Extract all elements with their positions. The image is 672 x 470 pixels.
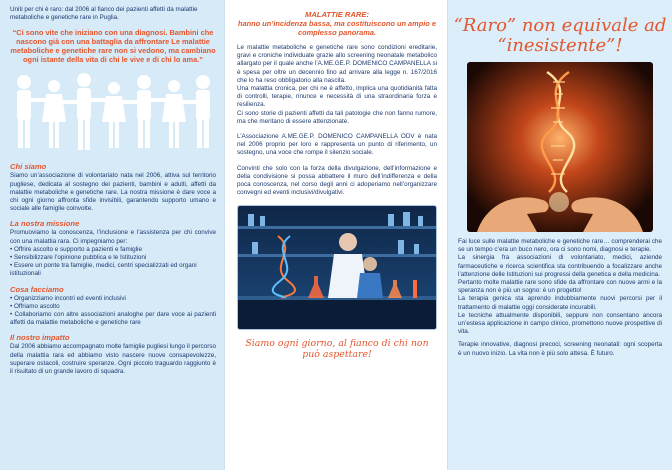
list-item: • Collaboriamo con altre associazioni analoghe per dare voce ai pazienti affetti da malattie metaboliche e genetiche rare: [10, 311, 216, 327]
child-silhouette: [137, 75, 151, 148]
child-silhouette: [162, 80, 186, 148]
panel-right: [448, 0, 672, 470]
paragraph: Le tecniche attualmente disponibili, seppure non consentano ancora un’estesa applicazione in campo clinico, promettono nuove prospettive di vita.: [458, 311, 662, 336]
paragraph: Pertanto molte malattie rare sono sfide da affrontare con nuove armi e la speranza non è più un sogno: è un progetto!: [458, 279, 662, 295]
children-silhouettes-illustration: [10, 68, 216, 156]
child-silhouette: [42, 80, 66, 148]
paragraph: Convinti che solo con la forza della divulgazione, dell’informazione e della condivisione si possa abbattere il muro dell’indifferenza e della poca conoscenza, nel corso degli anni ci adoperiamo nell’organizzare convegni ed eventi inclusivi/divulgativi.: [237, 164, 437, 197]
activities-list: [10, 295, 216, 328]
panel-left: [0, 0, 224, 470]
mission-text: Promuoviamo la conoscenza, l’inclusione e l’assistenza per chi convive con una malattia rara. Ci impegniamo per:: [10, 229, 216, 245]
rare-diseases-heading: MALATTIE RARE:: [305, 10, 369, 19]
child-silhouette: [17, 75, 31, 148]
list-item: • Organizziamo incontri ed eventi inclusivi: [10, 294, 126, 302]
impact-heading: Il nostro impatto: [10, 333, 70, 343]
child-silhouette: [77, 73, 91, 150]
paragraph: Terapie innovative, diagnosi precoci, screening neonatali: ogni scoperta è un nuovo inizio. La vita non è più solo attesa. È futuro.: [458, 341, 662, 357]
list-item: • Essere un ponte tra famiglie, medici, centri specializzati ed organi istituzionali: [10, 262, 197, 278]
panel-right-body: [448, 232, 672, 358]
paragraph: Le malattie metaboliche e genetiche rare sono condizioni ereditarie, gravi e croniche individuate grazie allo screening neonatale metabolico allargato per il quale anche l’A.ME.GE.P. DOMENICO CAMPANELLA si è spesa per oltre un decennio fino ad arrivare alla legge n. 167/2016 che lo ha reso obbligatorio alla nascita.: [237, 44, 437, 84]
paragraph: L’Associazione A.ME.GE.P. DOMENICO CAMPANELLA ODV è nata nel 2006 proprio per loro e rappresenta un punto di riferimento, un sostegno, una voce che rompe il silenzio sociale.: [237, 133, 437, 157]
who-heading: Chi siamo: [10, 162, 47, 172]
laboratory-photo: [237, 205, 437, 330]
list-item: • Offriamo ascolto: [10, 302, 60, 310]
activities-heading: Cosa facciamo: [10, 284, 64, 294]
panel-title: “Raro” non equivale ad “inesistente”!: [453, 15, 667, 56]
list-item: • Sensibilizzare l’opinione pubblica e le Istituzioni: [10, 254, 147, 262]
paragraph: Fai luce sulle malattie metaboliche e genetiche rare… comprenderai che se un tempo c’era un buco nero, ora ci sono nomi, diagnosi e terapie.: [458, 238, 662, 254]
paragraph: La sinergia fra associazioni di volontariato, medici, aziende farmaceutiche e ricerca scientifica sta contribuendo a focalizzare anche l’attenzione delle Istituzioni sui progressi della genetica e della medicina.: [458, 254, 662, 278]
paragraph: Ci sono storie di pazienti affetti da tali patologie che non fanno rumore, ma che meritano di essere attenzionate.: [237, 109, 437, 125]
mission-heading: La nostra missione: [10, 219, 80, 229]
list-item: • Offrire ascolto e supporto a pazienti e famiglie: [10, 245, 142, 253]
rare-diseases-subheading: hanno un’incidenza bassa, ma costituiscono un ampio e complesso panorama.: [238, 19, 436, 37]
panel-middle: [224, 0, 448, 470]
who-text: Siamo un’associazione di volontariato nata nel 2006, attiva sul territorio pugliese, dedicata al sostegno dei pazienti, bambini e adulti, affetti da malattie metaboliche e genetiche rare. La nostra missione è dare voce a chi ogni giorno affronta sfide invisibili, garantendo supporto umano e sociale alle famiglie coinvolte.: [10, 172, 216, 213]
closing-slogan: Siamo ogni giorno, al fianco di chi non può aspettare!: [245, 338, 429, 361]
impact-text: Dal 2006 abbiamo accompagnato molte famiglie pugliesi lungo il percorso della malattia rara ed abbiamo visto nascere nuove consapevolezze, superare ostacoli, costruire speranze. Ogni piccolo traguardo raggiunto è il risultato di un grande lavoro di squadra.: [10, 343, 216, 376]
dna-hands-photo: [467, 62, 653, 232]
paragraph: Una malattia cronica, per chi ne è affetto, implica una quotidianità fatta di controlli, terapie, rinunce e necessità di una straordinaria forza e resilienza.: [237, 85, 437, 109]
child-silhouette: [102, 82, 126, 148]
child-silhouette: [196, 75, 210, 148]
intro-text: Uniti per chi è raro: dal 2006 al fianco dei pazienti affetti da malattie metaboliche e genetiche rare in Puglia.: [10, 6, 198, 22]
intro-quote: “Ci sono vite che iniziano con una diagnosi. Bambini che nascono già con una battaglia da affrontare Le malattie metaboliche e genetiche rare non si vedono, ma cambiano ogni istante della vita di chi le vive e di chi lo ama.”: [10, 28, 216, 65]
mission-list: [10, 246, 216, 279]
paragraph: La terapia genica sta aprendo indubbiamente nuovi percorsi per il trattamento di malattie oggi considerate incurabili.: [458, 295, 662, 311]
